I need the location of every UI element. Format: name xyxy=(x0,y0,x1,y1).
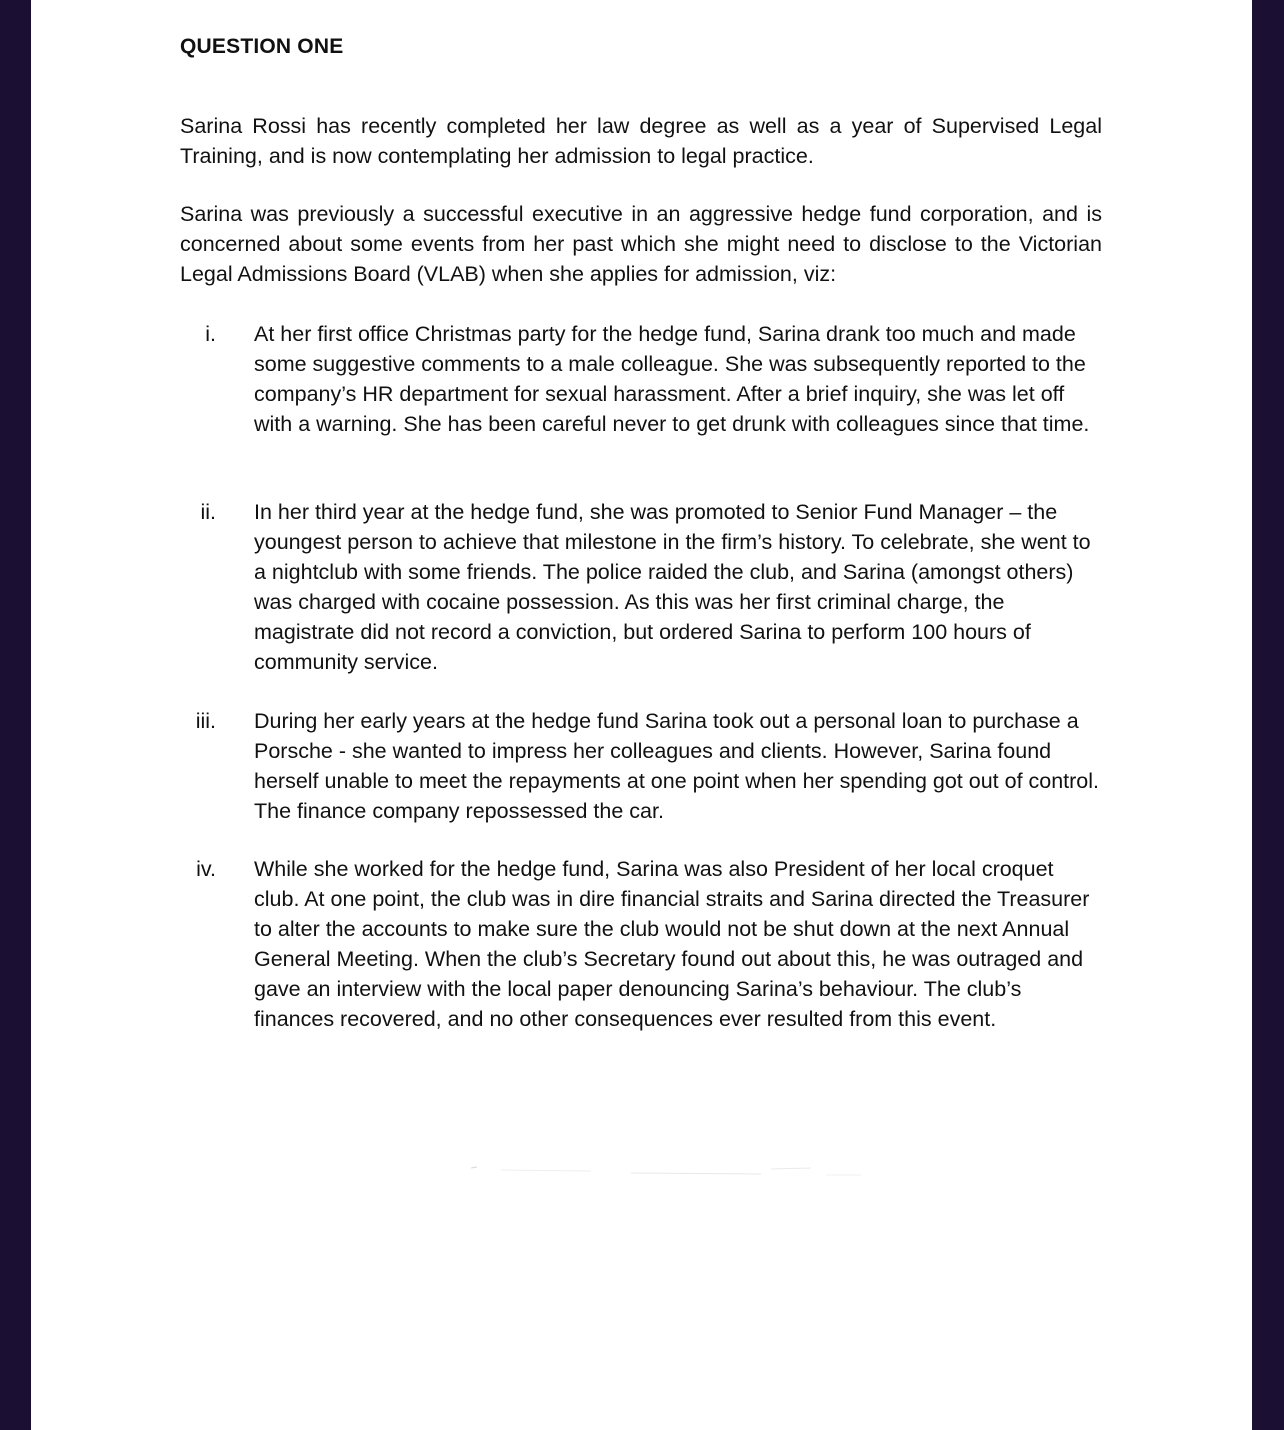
list-item-number: iii. xyxy=(195,709,216,733)
list-item-text: While she worked for the hedge fund, Sarina was also President of her local croquet club. At one point, the club was in dire financial straits and Sarina directed the Treasurer to alter the accounts to make sure the club would not be shut down at the next Annual General Meeting. When the club’s Secretary found out about this, he was outraged and gave an interview with the local paper denouncing Sarina’s behaviour. The club’s finances recovered, and no other consequences ever resulted from this event. xyxy=(254,857,1090,1031)
question-heading: QUESTION ONE xyxy=(180,35,344,58)
context-paragraph: Sarina was previously a successful executive in an aggressive hedge fund corporation, and is concerned about some events from her past which she might need to disclose to the Victorian Legal Admissions Board (VLAB) when she applies for admission, viz: xyxy=(180,202,1102,286)
list-item-number: iv. xyxy=(196,857,216,881)
scan-artifact xyxy=(431,1164,871,1178)
intro-paragraph: Sarina Rossi has recently completed her law degree as well as a year of Supervised Legal Training, and is now contemplating her admission to legal practice. xyxy=(180,114,1102,168)
list-item-text: At her first office Christmas party for the hedge fund, Sarina drank too much and made some suggestive comments to a male colleague. She was subsequently reported to the company’s HR department for sexual harassment. After a brief inquiry, she was let off with a warning. She has been careful never to get drunk with colleagues since that time. xyxy=(254,322,1090,436)
list-item-text: During her early years at the hedge fund Sarina took out a personal loan to purchase a Porsche - she wanted to impress her colleagues and clients. However, Sarina found herself unable to meet the repayments at one point when her spending got out of control. The finance company repossessed the car. xyxy=(254,709,1100,823)
document-page xyxy=(31,0,1252,1430)
list-item-number: ii. xyxy=(200,500,216,524)
list-item-number: i. xyxy=(205,322,216,346)
list-item-text: In her third year at the hedge fund, she was promoted to Senior Fund Manager – the youngest person to achieve that milestone in the firm’s history. To celebrate, she went to a nightclub with some friends. The police raided the club, and Sarina (amongst others) was charged with cocaine possession. As this was her first criminal charge, the magistrate did not record a conviction, but ordered Sarina to perform 100 hours of community service. xyxy=(254,500,1091,674)
